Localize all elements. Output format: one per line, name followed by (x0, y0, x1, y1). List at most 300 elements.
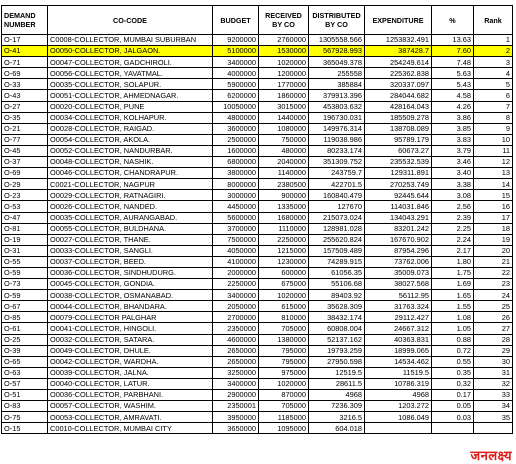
cell-budget: 5600000 (213, 212, 259, 223)
cell-percent: 2.39 (432, 212, 474, 223)
cell-percent: 2.17 (432, 245, 474, 256)
table-row (2, 134, 513, 145)
cell-co-code: C0010-COLLECTOR, MUMBAI CITY (48, 423, 213, 434)
table-row (2, 290, 513, 301)
cell-received: 1185000 (259, 412, 309, 423)
cell-received: 705000 (259, 401, 309, 412)
cell-demand-number: O-25 (2, 334, 48, 345)
cell-rank: 6 (474, 90, 513, 101)
table-row (2, 245, 513, 256)
cell-budget: 3400000 (213, 378, 259, 389)
cell-budget: 2000000 (213, 267, 259, 278)
cell-percent: 0.03 (432, 412, 474, 423)
cell-budget: 10050000 (213, 101, 259, 112)
cell-distributed: 365049.378 (309, 57, 365, 68)
cell-expenditure: 387428.7 (365, 46, 432, 57)
cell-percent (432, 423, 474, 434)
cell-percent: 13.63 (432, 35, 474, 46)
cell-percent: 1.69 (432, 279, 474, 290)
cell-distributed: 119038.986 (309, 134, 365, 145)
cell-percent: 1.08 (432, 312, 474, 323)
cell-demand-number: O-81 (2, 223, 48, 234)
cell-expenditure: 235532.539 (365, 157, 432, 168)
table-row (2, 57, 513, 68)
table-row (2, 378, 513, 389)
cell-received: 1200000 (259, 68, 309, 79)
cell-percent: 2.24 (432, 234, 474, 245)
cell-demand-number: O-61 (2, 323, 48, 334)
cell-percent: 1.55 (432, 301, 474, 312)
cell-expenditure: 1203.272 (365, 401, 432, 412)
cell-rank: 24 (474, 290, 513, 301)
cell-received: 1020000 (259, 57, 309, 68)
header-co-code: CO-CODE (48, 6, 213, 35)
cell-expenditure: 73762.006 (365, 256, 432, 267)
cell-demand-number: O-15 (2, 423, 48, 434)
cell-budget: 6800000 (213, 157, 259, 168)
cell-budget: 4800000 (213, 112, 259, 123)
cell-co-code: O0035-COLLECTOR, SOLAPUR. (48, 79, 213, 90)
cell-received: 2250000 (259, 234, 309, 245)
cell-budget: 2050000 (213, 301, 259, 312)
cell-percent: 2.56 (432, 201, 474, 212)
cell-received: 2760000 (259, 35, 309, 46)
cell-received: 615000 (259, 301, 309, 312)
cell-expenditure: 4968 (365, 390, 432, 401)
cell-demand-number: O-59 (2, 290, 48, 301)
cell-percent: 3.08 (432, 190, 474, 201)
cell-co-code: O0036-COLLECTOR, PARBHANI. (48, 390, 213, 401)
cell-percent: 5.43 (432, 79, 474, 90)
cell-co-code: O0045-COLLECTOR, GONDIA. (48, 279, 213, 290)
table-row (2, 90, 513, 101)
cell-budget: 5100000 (213, 46, 259, 57)
cell-rank: 3 (474, 57, 513, 68)
cell-distributed: 160840.479 (309, 190, 365, 201)
cell-co-code: C0021-COLLECTOR, NAGPUR (48, 179, 213, 190)
header-received-by-co: RECEIVED BY CO (259, 6, 309, 35)
cell-co-code: O0034-COLLECTOR, KOLHAPUR. (48, 112, 213, 123)
cell-percent: 1.05 (432, 323, 474, 334)
cell-co-code: O0047-COLLECTOR, GADCHIROLI. (48, 57, 213, 68)
cell-budget: 3950000 (213, 412, 259, 423)
header-rank: Rank (474, 6, 513, 35)
table-row (2, 412, 513, 423)
table-row (2, 256, 513, 267)
cell-budget: 2350000 (213, 323, 259, 334)
cell-co-code: O0048-COLLECTOR, NASHIK. (48, 157, 213, 168)
cell-demand-number: O-27 (2, 101, 48, 112)
cell-rank: 9 (474, 123, 513, 134)
cell-budget: 3000000 (213, 190, 259, 201)
header-expenditure: EXPENDITURE (365, 6, 432, 35)
cell-expenditure: 18999.065 (365, 345, 432, 356)
cell-distributed: 38432.174 (309, 312, 365, 323)
table-row (2, 112, 513, 123)
cell-received: 1020000 (259, 290, 309, 301)
cell-demand-number: O-23 (2, 190, 48, 201)
cell-received: 675000 (259, 279, 309, 290)
table-row (2, 423, 513, 434)
cell-budget: 2350001 (213, 401, 259, 412)
table-row (2, 312, 513, 323)
table-row (2, 401, 513, 412)
cell-received: 870000 (259, 390, 309, 401)
cell-co-code: O0032-COLLECTOR, SATARA. (48, 334, 213, 345)
table-row (2, 145, 513, 156)
cell-budget: 4600000 (213, 334, 259, 345)
cell-rank: 14 (474, 179, 513, 190)
cell-expenditure: 10786.319 (365, 378, 432, 389)
cell-received: 1230000 (259, 256, 309, 267)
cell-demand-number: O-53 (2, 201, 48, 212)
cell-demand-number: O-77 (2, 134, 48, 145)
cell-demand-number: O-59 (2, 267, 48, 278)
collector-expenditure-table (1, 5, 513, 434)
cell-rank: 16 (474, 201, 513, 212)
cell-co-code: O0057-COLLECTOR, WASHIM. (48, 401, 213, 412)
cell-distributed: 128981.028 (309, 223, 365, 234)
cell-co-code: O0050-COLLECTOR, JALGAON. (48, 46, 213, 57)
cell-percent: 0.35 (432, 367, 474, 378)
cell-budget: 3400000 (213, 290, 259, 301)
cell-expenditure: 270253.749 (365, 179, 432, 190)
cell-received: 1080000 (259, 123, 309, 134)
cell-distributed: 255620.824 (309, 234, 365, 245)
table-row (2, 279, 513, 290)
cell-rank: 17 (474, 212, 513, 223)
cell-budget: 8000000 (213, 179, 259, 190)
cell-demand-number: O-63 (2, 367, 48, 378)
cell-co-code: O0026-COLLECTOR, NANDED. (48, 201, 213, 212)
cell-rank: 13 (474, 168, 513, 179)
header-percent: % (432, 6, 474, 35)
cell-budget: 3400000 (213, 57, 259, 68)
cell-demand-number: O-85 (2, 312, 48, 323)
cell-demand-number: O-17 (2, 35, 48, 46)
table-row (2, 323, 513, 334)
cell-received: 1110000 (259, 223, 309, 234)
cell-co-code: O0041-COLLECTOR, HINGOLI. (48, 323, 213, 334)
cell-rank: 33 (474, 390, 513, 401)
cell-received: 1095000 (259, 423, 309, 434)
cell-distributed: 4968 (309, 390, 365, 401)
cell-distributed: 379913.396 (309, 90, 365, 101)
cell-distributed: 19793.259 (309, 345, 365, 356)
cell-percent: 4.58 (432, 90, 474, 101)
cell-percent: 2.25 (432, 223, 474, 234)
cell-rank: 19 (474, 234, 513, 245)
cell-demand-number: O-73 (2, 279, 48, 290)
cell-rank: 11 (474, 145, 513, 156)
cell-budget: 6200000 (213, 90, 259, 101)
cell-received: 795000 (259, 345, 309, 356)
cell-budget: 2500000 (213, 134, 259, 145)
cell-rank: 20 (474, 245, 513, 256)
header-demand-number: DEMAND NUMBER (2, 6, 48, 35)
cell-co-code: O0044-COLLECTOR, BHANDARA. (48, 301, 213, 312)
cell-expenditure: 95789.179 (365, 134, 432, 145)
cell-percent: 3.38 (432, 179, 474, 190)
cell-percent: 3.85 (432, 123, 474, 134)
cell-rank: 31 (474, 367, 513, 378)
cell-distributed: 196730.031 (309, 112, 365, 123)
cell-budget: 9200000 (213, 35, 259, 46)
cell-percent: 0.17 (432, 390, 474, 401)
cell-co-code: O0040-COLLECTOR, LATUR. (48, 378, 213, 389)
cell-received: 1680000 (259, 212, 309, 223)
cell-distributed: 55106.68 (309, 279, 365, 290)
cell-distributed: 149976.314 (309, 123, 365, 134)
table-row (2, 212, 513, 223)
cell-rank: 34 (474, 401, 513, 412)
cell-received: 705000 (259, 323, 309, 334)
cell-expenditure: 138708.089 (365, 123, 432, 134)
cell-budget: 7500000 (213, 234, 259, 245)
cell-distributed: 28611.5 (309, 378, 365, 389)
cell-distributed: 1305558.566 (309, 35, 365, 46)
table-row (2, 179, 513, 190)
cell-distributed: 52137.162 (309, 334, 365, 345)
cell-percent: 3.83 (432, 134, 474, 145)
cell-received: 1770000 (259, 79, 309, 90)
cell-received: 975000 (259, 367, 309, 378)
cell-distributed: 61056.35 (309, 267, 365, 278)
cell-rank: 21 (474, 256, 513, 267)
table-row (2, 345, 513, 356)
watermark-text: जनलक्ष्य (470, 449, 512, 464)
cell-percent: 7.60 (432, 46, 474, 57)
cell-co-code: O0051-COLLECTOR, AHMEDNAGAR. (48, 90, 213, 101)
cell-demand-number: O-21 (2, 123, 48, 134)
cell-percent: 3.86 (432, 112, 474, 123)
cell-distributed: 80233.174 (309, 145, 365, 156)
cell-percent: 4.26 (432, 101, 474, 112)
cell-expenditure: 60673.27 (365, 145, 432, 156)
cell-demand-number: O-41 (2, 46, 48, 57)
cell-received: 1335000 (259, 201, 309, 212)
cell-expenditure: 284044.682 (365, 90, 432, 101)
table-row (2, 79, 513, 90)
cell-received: 810000 (259, 312, 309, 323)
cell-expenditure: 225362.838 (365, 68, 432, 79)
cell-budget: 2900000 (213, 390, 259, 401)
cell-rank: 28 (474, 334, 513, 345)
cell-percent: 3.46 (432, 157, 474, 168)
cell-percent: 1.75 (432, 267, 474, 278)
cell-percent: 0.55 (432, 356, 474, 367)
cell-rank: 2 (474, 46, 513, 57)
cell-distributed: 351309.752 (309, 157, 365, 168)
cell-budget: 3650000 (213, 423, 259, 434)
cell-budget: 5900000 (213, 79, 259, 90)
header-distributed-by-co: DISTRIBUTED BY CO (309, 6, 365, 35)
cell-expenditure: 167670.902 (365, 234, 432, 245)
cell-expenditure (365, 423, 432, 434)
table-row (2, 267, 513, 278)
cell-co-code: O0028-COLLECTOR, RAIGAD. (48, 123, 213, 134)
cell-distributed: 127670 (309, 201, 365, 212)
cell-budget: 4050000 (213, 245, 259, 256)
cell-expenditure: 38027.568 (365, 279, 432, 290)
cell-distributed: 60808.004 (309, 323, 365, 334)
cell-expenditure: 254249.614 (365, 57, 432, 68)
cell-distributed: 27950.598 (309, 356, 365, 367)
table-row (2, 367, 513, 378)
cell-distributed: 7236.309 (309, 401, 365, 412)
cell-expenditure: 31763.324 (365, 301, 432, 312)
cell-expenditure: 24667.312 (365, 323, 432, 334)
cell-distributed: 453803.632 (309, 101, 365, 112)
cell-co-code: O0054-COLLECTOR, AKOLA. (48, 134, 213, 145)
cell-demand-number: O-45 (2, 145, 48, 156)
table-row (2, 101, 513, 112)
cell-demand-number: O-47 (2, 212, 48, 223)
cell-rank: 10 (474, 134, 513, 145)
cell-distributed: 89403.92 (309, 290, 365, 301)
cell-rank: 30 (474, 356, 513, 367)
cell-budget: 1600000 (213, 145, 259, 156)
cell-demand-number: O-69 (2, 68, 48, 79)
cell-co-code: O0049-COLLECTOR, DHULE. (48, 345, 213, 356)
cell-percent: 3.40 (432, 168, 474, 179)
cell-co-code: O0027-COLLECTOR, THANE. (48, 234, 213, 245)
cell-demand-number: O-35 (2, 112, 48, 123)
table-row (2, 157, 513, 168)
cell-received: 1020000 (259, 378, 309, 389)
cell-distributed: 215073.024 (309, 212, 365, 223)
cell-expenditure: 428164.043 (365, 101, 432, 112)
cell-rank: 12 (474, 157, 513, 168)
cell-demand-number: O-29 (2, 179, 48, 190)
cell-co-code: O0053-COLLECTOR, AMRAVATI. (48, 412, 213, 423)
cell-co-code: O0039-COLLECTOR, JALNA. (48, 367, 213, 378)
cell-distributed: 157509.489 (309, 245, 365, 256)
cell-budget: 4100000 (213, 256, 259, 267)
cell-rank: 26 (474, 312, 513, 323)
cell-demand-number: O-75 (2, 412, 48, 423)
cell-demand-number: O-31 (2, 245, 48, 256)
cell-percent: 0.05 (432, 401, 474, 412)
table-row (2, 123, 513, 134)
cell-percent: 1.65 (432, 290, 474, 301)
cell-rank: 1 (474, 35, 513, 46)
table-row (2, 334, 513, 345)
cell-budget: 4000000 (213, 68, 259, 79)
cell-expenditure: 1253832.491 (365, 35, 432, 46)
cell-budget: 3700000 (213, 223, 259, 234)
cell-received: 1440000 (259, 112, 309, 123)
header-budget: BUDGET (213, 6, 259, 35)
cell-demand-number: O-51 (2, 390, 48, 401)
cell-rank: 35 (474, 412, 513, 423)
cell-rank: 27 (474, 323, 513, 334)
cell-expenditure: 14534.462 (365, 356, 432, 367)
cell-budget: 2250000 (213, 279, 259, 290)
cell-percent: 1.80 (432, 256, 474, 267)
cell-demand-number: O-37 (2, 157, 48, 168)
cell-budget: 2700000 (213, 312, 259, 323)
cell-co-code: O0038-COLLECTOR, OSMANABAD. (48, 290, 213, 301)
table-body (2, 35, 513, 434)
table-row (2, 190, 513, 201)
cell-percent: 3.79 (432, 145, 474, 156)
watermark-logo (426, 446, 514, 462)
cell-distributed: 385884 (309, 79, 365, 90)
cell-expenditure: 87954.296 (365, 245, 432, 256)
cell-received: 1860000 (259, 90, 309, 101)
cell-rank: 18 (474, 223, 513, 234)
cell-co-code: O0042-COLLECTOR, WARDHA. (48, 356, 213, 367)
cell-expenditure: 83201.242 (365, 223, 432, 234)
cell-expenditure: 92445.644 (365, 190, 432, 201)
cell-received: 480000 (259, 145, 309, 156)
cell-received: 1215000 (259, 245, 309, 256)
cell-received: 1140000 (259, 168, 309, 179)
cell-budget: 2650000 (213, 356, 259, 367)
cell-rank: 8 (474, 112, 513, 123)
cell-demand-number: O-33 (2, 79, 48, 90)
cell-co-code: O0055-COLLECTOR, BULDHANA. (48, 223, 213, 234)
cell-expenditure: 40363.831 (365, 334, 432, 345)
cell-distributed: 604.018 (309, 423, 365, 434)
cell-rank: 22 (474, 267, 513, 278)
cell-distributed: 3216.5 (309, 412, 365, 423)
cell-received: 1530000 (259, 46, 309, 57)
cell-co-code: O0036-COLLECTOR, SINDHUDURG. (48, 267, 213, 278)
cell-rank: 23 (474, 279, 513, 290)
cell-rank: 29 (474, 345, 513, 356)
cell-expenditure: 185509.278 (365, 112, 432, 123)
cell-rank: 7 (474, 101, 513, 112)
cell-percent: 0.88 (432, 334, 474, 345)
cell-expenditure: 320337.097 (365, 79, 432, 90)
cell-distributed: 12519.5 (309, 367, 365, 378)
cell-received: 2040000 (259, 157, 309, 168)
cell-rank: 15 (474, 190, 513, 201)
cell-percent: 0.32 (432, 378, 474, 389)
cell-budget: 3600000 (213, 123, 259, 134)
table-row (2, 68, 513, 79)
cell-received: 900000 (259, 190, 309, 201)
cell-co-code: O0035-COLLECTOR, AURANGABAD. (48, 212, 213, 223)
table-row (2, 390, 513, 401)
cell-demand-number: O-83 (2, 401, 48, 412)
cell-distributed: 243759.7 (309, 168, 365, 179)
table-row (2, 301, 513, 312)
table-row-highlighted (2, 46, 513, 57)
cell-co-code: O0033-COLLECTOR, SANGLI. (48, 245, 213, 256)
cell-distributed: 74289.915 (309, 256, 365, 267)
cell-demand-number: O-65 (2, 356, 48, 367)
table-row (2, 35, 513, 46)
table-row (2, 356, 513, 367)
cell-rank (474, 423, 513, 434)
cell-demand-number: O-43 (2, 90, 48, 101)
cell-expenditure: 56112.95 (365, 290, 432, 301)
cell-rank: 25 (474, 301, 513, 312)
cell-received: 1380000 (259, 334, 309, 345)
cell-rank: 5 (474, 79, 513, 90)
cell-expenditure: 114031.846 (365, 201, 432, 212)
cell-rank: 4 (474, 68, 513, 79)
cell-demand-number: O-71 (2, 57, 48, 68)
cell-expenditure: 11519.5 (365, 367, 432, 378)
cell-budget: 2650000 (213, 345, 259, 356)
cell-budget: 4450000 (213, 201, 259, 212)
cell-expenditure: 134043.291 (365, 212, 432, 223)
cell-co-code: C0008-COLLECTOR, MUMBAI SUBURBAN (48, 35, 213, 46)
